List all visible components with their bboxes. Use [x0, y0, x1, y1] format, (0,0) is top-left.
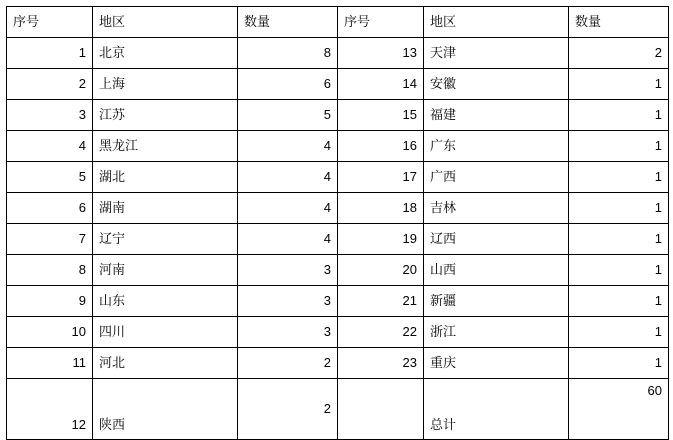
cell-index-right — [338, 379, 424, 440]
cell-index-right: 16 — [338, 131, 424, 162]
cell-count-right: 1 — [569, 193, 669, 224]
cell-index-left: 1 — [7, 38, 93, 69]
cell-count-left: 5 — [238, 100, 338, 131]
cell-region-left: 山东 — [93, 286, 238, 317]
cell-index-left: 8 — [7, 255, 93, 286]
header-index-right: 序号 — [338, 7, 424, 38]
header-region-left: 地区 — [93, 7, 238, 38]
cell-region-left: 湖南 — [93, 193, 238, 224]
cell-region-right: 广西 — [424, 162, 569, 193]
cell-index-right: 19 — [338, 224, 424, 255]
cell-region-left: 江苏 — [93, 100, 238, 131]
cell-count-right: 2 — [569, 38, 669, 69]
table-row — [7, 162, 669, 193]
cell-count-right: 1 — [569, 317, 669, 348]
cell-index-left: 10 — [7, 317, 93, 348]
cell-count-left: 6 — [238, 69, 338, 100]
cell-index-right: 14 — [338, 69, 424, 100]
cell-region-right: 重庆 — [424, 348, 569, 379]
cell-count-left: 4 — [238, 193, 338, 224]
table-total-row — [7, 379, 669, 440]
cell-region-right: 福建 — [424, 100, 569, 131]
cell-region-left: 湖北 — [93, 162, 238, 193]
cell-count-left: 4 — [238, 131, 338, 162]
cell-region-left: 河北 — [93, 348, 238, 379]
cell-total-value: 60 — [569, 379, 669, 440]
cell-region-left: 四川 — [93, 317, 238, 348]
cell-count-right: 1 — [569, 131, 669, 162]
table-row — [7, 100, 669, 131]
header-region-right: 地区 — [424, 7, 569, 38]
table-header-row — [7, 7, 669, 38]
cell-region-left: 河南 — [93, 255, 238, 286]
header-index-left: 序号 — [7, 7, 93, 38]
cell-index-left: 5 — [7, 162, 93, 193]
cell-total-label: 总计 — [424, 379, 569, 440]
cell-count-left: 4 — [238, 162, 338, 193]
cell-index-right: 23 — [338, 348, 424, 379]
cell-region-right: 新疆 — [424, 286, 569, 317]
table-row — [7, 38, 669, 69]
cell-count-right: 1 — [569, 255, 669, 286]
cell-count-left: 8 — [238, 38, 338, 69]
region-count-table — [6, 6, 669, 440]
cell-index-right: 15 — [338, 100, 424, 131]
table-row — [7, 193, 669, 224]
cell-index-right: 17 — [338, 162, 424, 193]
cell-count-right: 1 — [569, 69, 669, 100]
cell-count-left: 4 — [238, 224, 338, 255]
header-count-right: 数量 — [569, 7, 669, 38]
cell-index-left: 12 — [7, 379, 93, 440]
cell-region-left: 上海 — [93, 69, 238, 100]
cell-region-left: 黑龙江 — [93, 131, 238, 162]
cell-count-left: 2 — [238, 348, 338, 379]
cell-index-right: 13 — [338, 38, 424, 69]
cell-count-right: 1 — [569, 286, 669, 317]
table-row — [7, 131, 669, 162]
cell-index-right: 22 — [338, 317, 424, 348]
cell-region-right: 辽西 — [424, 224, 569, 255]
cell-count-right: 1 — [569, 348, 669, 379]
table-row — [7, 317, 669, 348]
cell-region-right: 吉林 — [424, 193, 569, 224]
cell-index-left: 9 — [7, 286, 93, 317]
cell-index-left: 2 — [7, 69, 93, 100]
cell-count-left: 3 — [238, 286, 338, 317]
cell-region-left: 北京 — [93, 38, 238, 69]
cell-count-left: 3 — [238, 317, 338, 348]
cell-index-left: 11 — [7, 348, 93, 379]
cell-count-left: 2 — [238, 379, 338, 440]
cell-region-right: 山西 — [424, 255, 569, 286]
cell-region-left: 辽宁 — [93, 224, 238, 255]
cell-region-right: 广东 — [424, 131, 569, 162]
table-row — [7, 286, 669, 317]
cell-count-left: 3 — [238, 255, 338, 286]
cell-region-left: 陕西 — [93, 379, 238, 440]
header-count-left: 数量 — [238, 7, 338, 38]
cell-count-right: 1 — [569, 224, 669, 255]
cell-index-right: 18 — [338, 193, 424, 224]
table-row — [7, 224, 669, 255]
cell-index-right: 21 — [338, 286, 424, 317]
cell-region-right: 安徽 — [424, 69, 569, 100]
cell-count-right: 1 — [569, 162, 669, 193]
cell-index-right: 20 — [338, 255, 424, 286]
table-row — [7, 348, 669, 379]
cell-region-right: 天津 — [424, 38, 569, 69]
cell-index-left: 3 — [7, 100, 93, 131]
table-row — [7, 255, 669, 286]
cell-index-left: 4 — [7, 131, 93, 162]
cell-index-left: 6 — [7, 193, 93, 224]
cell-region-right: 浙江 — [424, 317, 569, 348]
table-row — [7, 69, 669, 100]
cell-index-left: 7 — [7, 224, 93, 255]
cell-count-right: 1 — [569, 100, 669, 131]
